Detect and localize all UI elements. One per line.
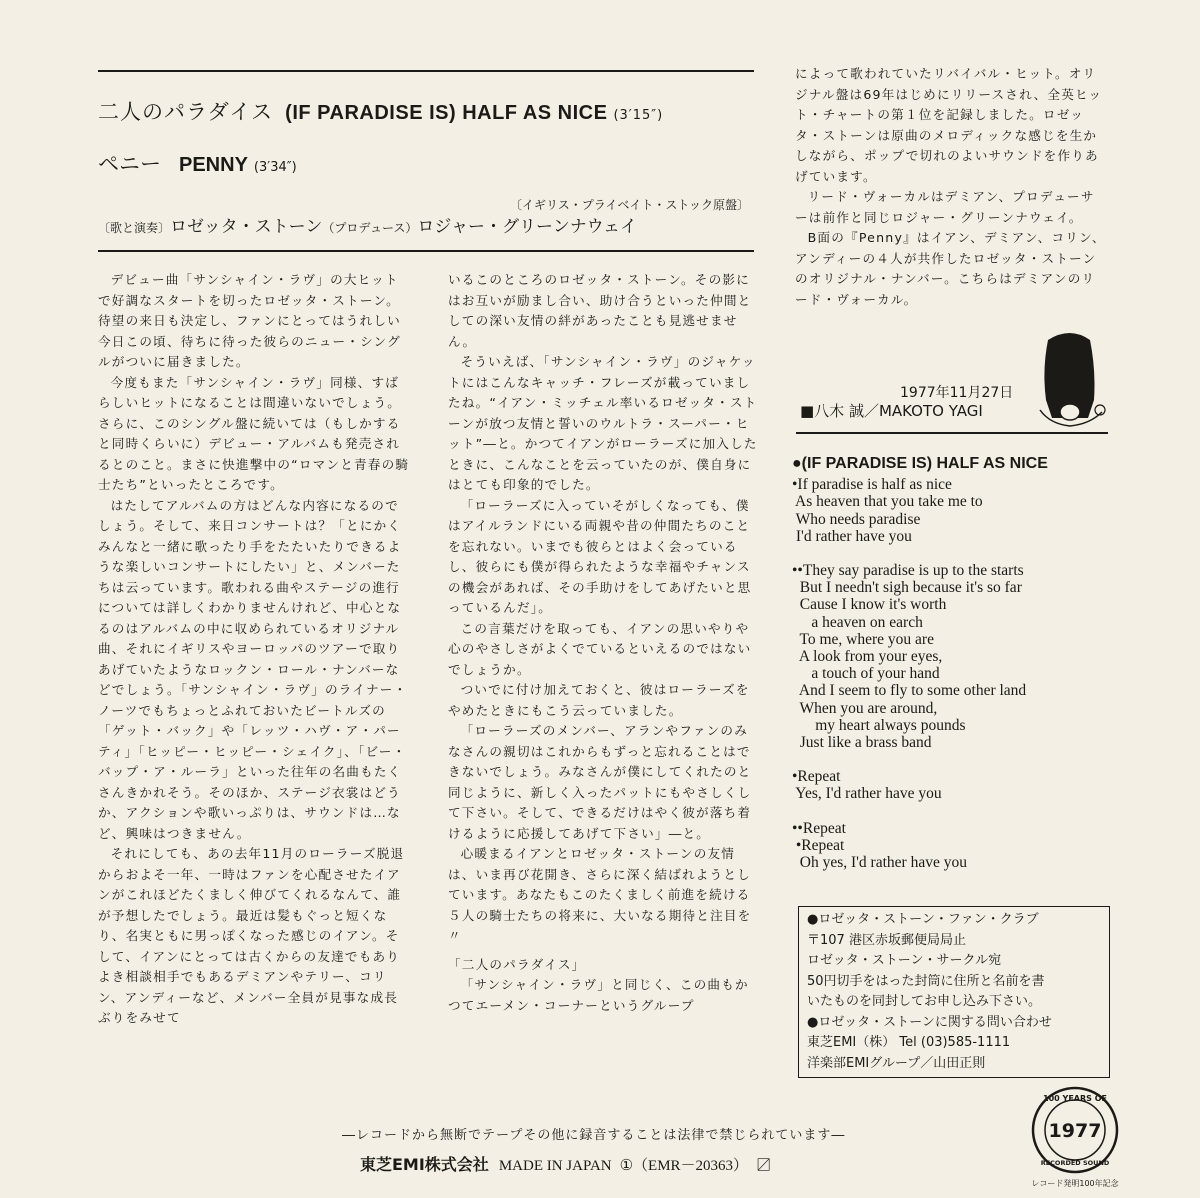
caricature-illustration (1030, 330, 1110, 430)
song2-title-ja: ペニー (98, 152, 161, 176)
logo-year: 1977 (1048, 1120, 1102, 1142)
paragraph: 「ローラーズに入っていそがしくなっても、僕はアイルランドにいる両親や昔の仲間たちのことを忘れない。いまでも彼らとはよく会っているし、彼らにも僕が得られたような幸福やチャンスの機会があれば、その手助けをしてあげたいと思っているんだ」。 (448, 497, 752, 615)
credits-prefix: 〔歌と演奏〕 (98, 221, 171, 235)
paragraph: いるこのところのロゼッタ・ストーン。その影にはお互いが励まし合い、助け合うといった仲間としての深い友情の絆があったことも見逃せません。 (448, 272, 752, 349)
lyric-line: But I needn't sigh because it's so far (792, 579, 1022, 597)
centennial-logo (1030, 1085, 1120, 1175)
lyric-line: And I seem to fly to some other land (792, 682, 1027, 700)
fanclub-line: 洋楽部EMIグループ／山田正則 (807, 1055, 986, 1071)
lyric-line: Just like a brass band (792, 734, 932, 752)
copyright-notice: ―レコードから無断でテープその他に録音することは法律で禁じられています― (342, 1128, 846, 1143)
lyric-line: Yes, I'd rather have you (792, 785, 942, 803)
logo-text-top: 100 YEARS OF (1043, 1094, 1107, 1103)
song1-title-ja: 二人のパラダイス (98, 100, 274, 124)
liner-notes-left (98, 270, 410, 1029)
liner-notes-right (795, 64, 1107, 310)
song2-duration: (3′34″) (253, 160, 297, 175)
lyric-line: Cause I know it's worth (792, 596, 947, 614)
logo-text-bottom: RECORDED SOUND (1040, 1159, 1110, 1167)
fanclub-line: いたものを同封してお申し込み下さい。 (807, 994, 1042, 1009)
credits (98, 212, 637, 237)
lyric-line: a touch of your hand (792, 665, 940, 683)
lyric-line: As heaven that you take me to (792, 493, 983, 511)
lyric-line: ••They say paradise is up to the starts (792, 562, 1024, 580)
producer-prefix: （プロデュース） (322, 221, 418, 235)
signature-name: ■八木 誠／MAKOTO YAGI (800, 402, 983, 420)
paragraph: デビュー曲「サンシャイン・ラヴ」の大ヒットで好調なスタートを切ったロゼッタ・ストーン。待望の来日も決定し、ファンにとってはうれしい今日この頃、待ちに待った彼らのニュー・シングルがついに届きました。 (98, 272, 401, 369)
paragraph: B面の『Penny』はイアン、デミアン、コリン、アンディーの４人が共作したロゼッタ・ストーンのオリジナル・ナンバー。こちらはデミアンのリード・ヴォーカル。 (795, 230, 1106, 307)
paragraph: 「ローラーズのメンバー、アランやファンのみなさんの親切はこれからもずっと忘れることはできないでしょう。みなさんが僕にしてくれたのと同じように、新しく入ったパットにもやさしくして下さい。そして、できるだけはやく彼が落ち着けるように応援してあげて下さい」―と。 (448, 723, 752, 841)
signature-date: 1977年11月27日 (900, 385, 1014, 401)
producer-name: ロジャー・グリーンナウェイ (417, 217, 638, 237)
subheading: 「二人のパラダイス」 (448, 956, 586, 972)
song2-title (98, 148, 297, 178)
lyrics-title: ●(IF PARADISE IS) HALF AS NICE (792, 455, 1048, 472)
paragraph: 今度もまた「サンシャイン・ラヴ」同様、すばらしいヒットになることは間違いないでしょう。さらに、このシングル盤に続いては（もしかすると同時くらいに）デビュー・アルバムも発売されるとのこと。まさに快進撃中の“ロマンと青春の騎士たち”といったところです。 (98, 374, 410, 492)
logo-caption: レコード発明100年記念 (1031, 1179, 1119, 1188)
paragraph: リード・ヴォーカルはデミアン、プロデューサーは前作と同じロジャー・グリーンナウェイ。 (795, 189, 1095, 225)
paragraph: この言葉だけを取っても、イアンの思いやりや心のやさしさがよくでているといえるのではないでしょうか。 (448, 620, 752, 677)
lyric-spacer (792, 751, 1152, 768)
song2-title-en: PENNY (179, 154, 248, 176)
lyric-line: •If paradise is half as nice (792, 476, 952, 494)
song1-duration: (3′15″) (613, 108, 664, 123)
fanclub-line: ロゼッタ・ストーン・サークル宛 (807, 953, 1002, 968)
paragraph: そういえば、「サンシャイン・ラヴ」のジャケットにはこんなキャッチ・フレーズが載っていましたね。“イアン・ミッチェル率いるロゼッタ・ストーンが放つ友情と誓いのウルトラ・スーパー・ヒット”―と。かつてイアンがローラーズに加入したときに、こんなことを云っていたのが、僕自身にはとても印象的でした。 (448, 354, 758, 492)
lyric-line: I'd rather have you (792, 527, 912, 545)
footer (360, 1152, 771, 1175)
fanclub-line: ●ロゼッタ・ストーン・ファン・クラブ (807, 912, 1039, 927)
fanclub-line: 〒107 港区赤坂郵便局局止 (807, 932, 966, 948)
paragraph: 心暖まるイアンとロゼッタ・ストーンの友情は、いま再び花開き、さらに深く結ばれようとしています。あなたもこのたくましく前進を続ける５人の騎士たちの将来に、大いなる期待と注目を〃 (448, 846, 752, 943)
fanclub-line: 50円切手をはった封筒に住所と名前を書 (807, 973, 1045, 989)
original-label: 〔イギリス・プライベイト・ストック原盤〕 (510, 198, 750, 212)
company-name: 東芝EMI株式会社 (360, 1155, 489, 1174)
artist-name: ロゼッタ・ストーン (170, 217, 323, 237)
paragraph: によって歌われていたリバイバル・ヒット。オリジナル盤は69年はじめにリリースされ、全英ヒット・チャートの第１位を記録しました。ロゼッタ・ストーンは原曲のメロディックな感じを生かしながら、ポップで切れのよいサウンドを作りあげています。 (795, 66, 1103, 184)
lyric-spacer (792, 803, 1152, 820)
lyric-spacer (792, 545, 1152, 562)
lyric-line: When you are around, (792, 699, 938, 717)
lyrics-block (792, 455, 1152, 871)
right-column-rule (796, 432, 1108, 434)
lyric-line: •Repeat (792, 836, 845, 854)
top-rule (98, 70, 754, 72)
liner-notes-middle (448, 270, 760, 1016)
fan-club-box (798, 906, 1110, 1078)
lyric-line: my heart always pounds (792, 716, 966, 734)
lyric-line: A look from your eyes, (792, 648, 943, 666)
lyric-line: a heaven on earch (792, 613, 923, 631)
paragraph: 「サンシャイン・ラヴ」と同じく、この曲もかつてエーメン・コーナーというグループ (448, 977, 749, 1013)
song1-title-en: (IF PARADISE IS) HALF AS NICE (285, 102, 608, 124)
rights-mark: 〼 (756, 1158, 772, 1174)
lyric-line: ••Repeat (792, 819, 846, 837)
fanclub-line: 東芝EMI（株） Tel (03)585-1111 (807, 1035, 1011, 1050)
catalog-number: ①（EMR－20363） (619, 1158, 749, 1174)
lyric-line: •Repeat (792, 768, 841, 786)
song1-title (98, 96, 663, 126)
paragraph: ついでに付け加えておくと、彼はローラーズをやめたときにもこう云っていました。 (448, 682, 750, 718)
paragraph: それにしても、あの去年11月のローラーズ脱退からおよそ一年、一時はファンを心配させたイアンがこれほどたくましく伸びてくれるなんて、誰が予想したでしょう。最近は髪もぐっと短くなり、名実ともに男っぽくなった感じのイアン。そして、イアンにとっては古くからの友達でもありよき相談相手でもあるデミアンやテリー、コリン、アンディーなど、メンバー全員が見事な成長ぶりをみせて (98, 846, 405, 1025)
lyric-line: To me, where you are (792, 630, 934, 648)
header-bottom-rule (98, 250, 754, 252)
lyric-line: Oh yes, I'd rather have you (792, 854, 967, 872)
made-in: MADE IN JAPAN (498, 1158, 612, 1174)
lyric-line: Who needs paradise (792, 510, 921, 528)
fanclub-line: ●ロゼッタ・ストーンに関する問い合わせ (807, 1014, 1052, 1030)
paragraph: はたしてアルバムの方はどんな内容になるのでしょう。そして、来日コンサートは？「とにかくみんなと一緒に歌ったり手をたたいたりできるような楽しいコンサートにしたい」と、メンバーたちは云っています。歌われる曲やステージの進行については詳しくわかりませんけれど、中心となるのはアルバムの中に収められているオリジナル曲、それにイギリスやヨーロッパのツアーで取りあげていたようなロックン・ロール・ナンバーなどでしょう。「サンシャイン・ラヴ」のライナー・ノーツでもちょっとふれておいたビートルズの「ゲット・バック」や「レッツ・ハヴ・ア・パーティ」「ヒッピー・ヒッピー・シェイク」、「ビー・バップ・ア・ルーラ」といった往年の名曲もたくさんきかれそう。そのほか、ステージ衣裳はどうか、アクションや歌いっぷりは、サウンドは…など、興味はつきません。 (98, 497, 408, 841)
